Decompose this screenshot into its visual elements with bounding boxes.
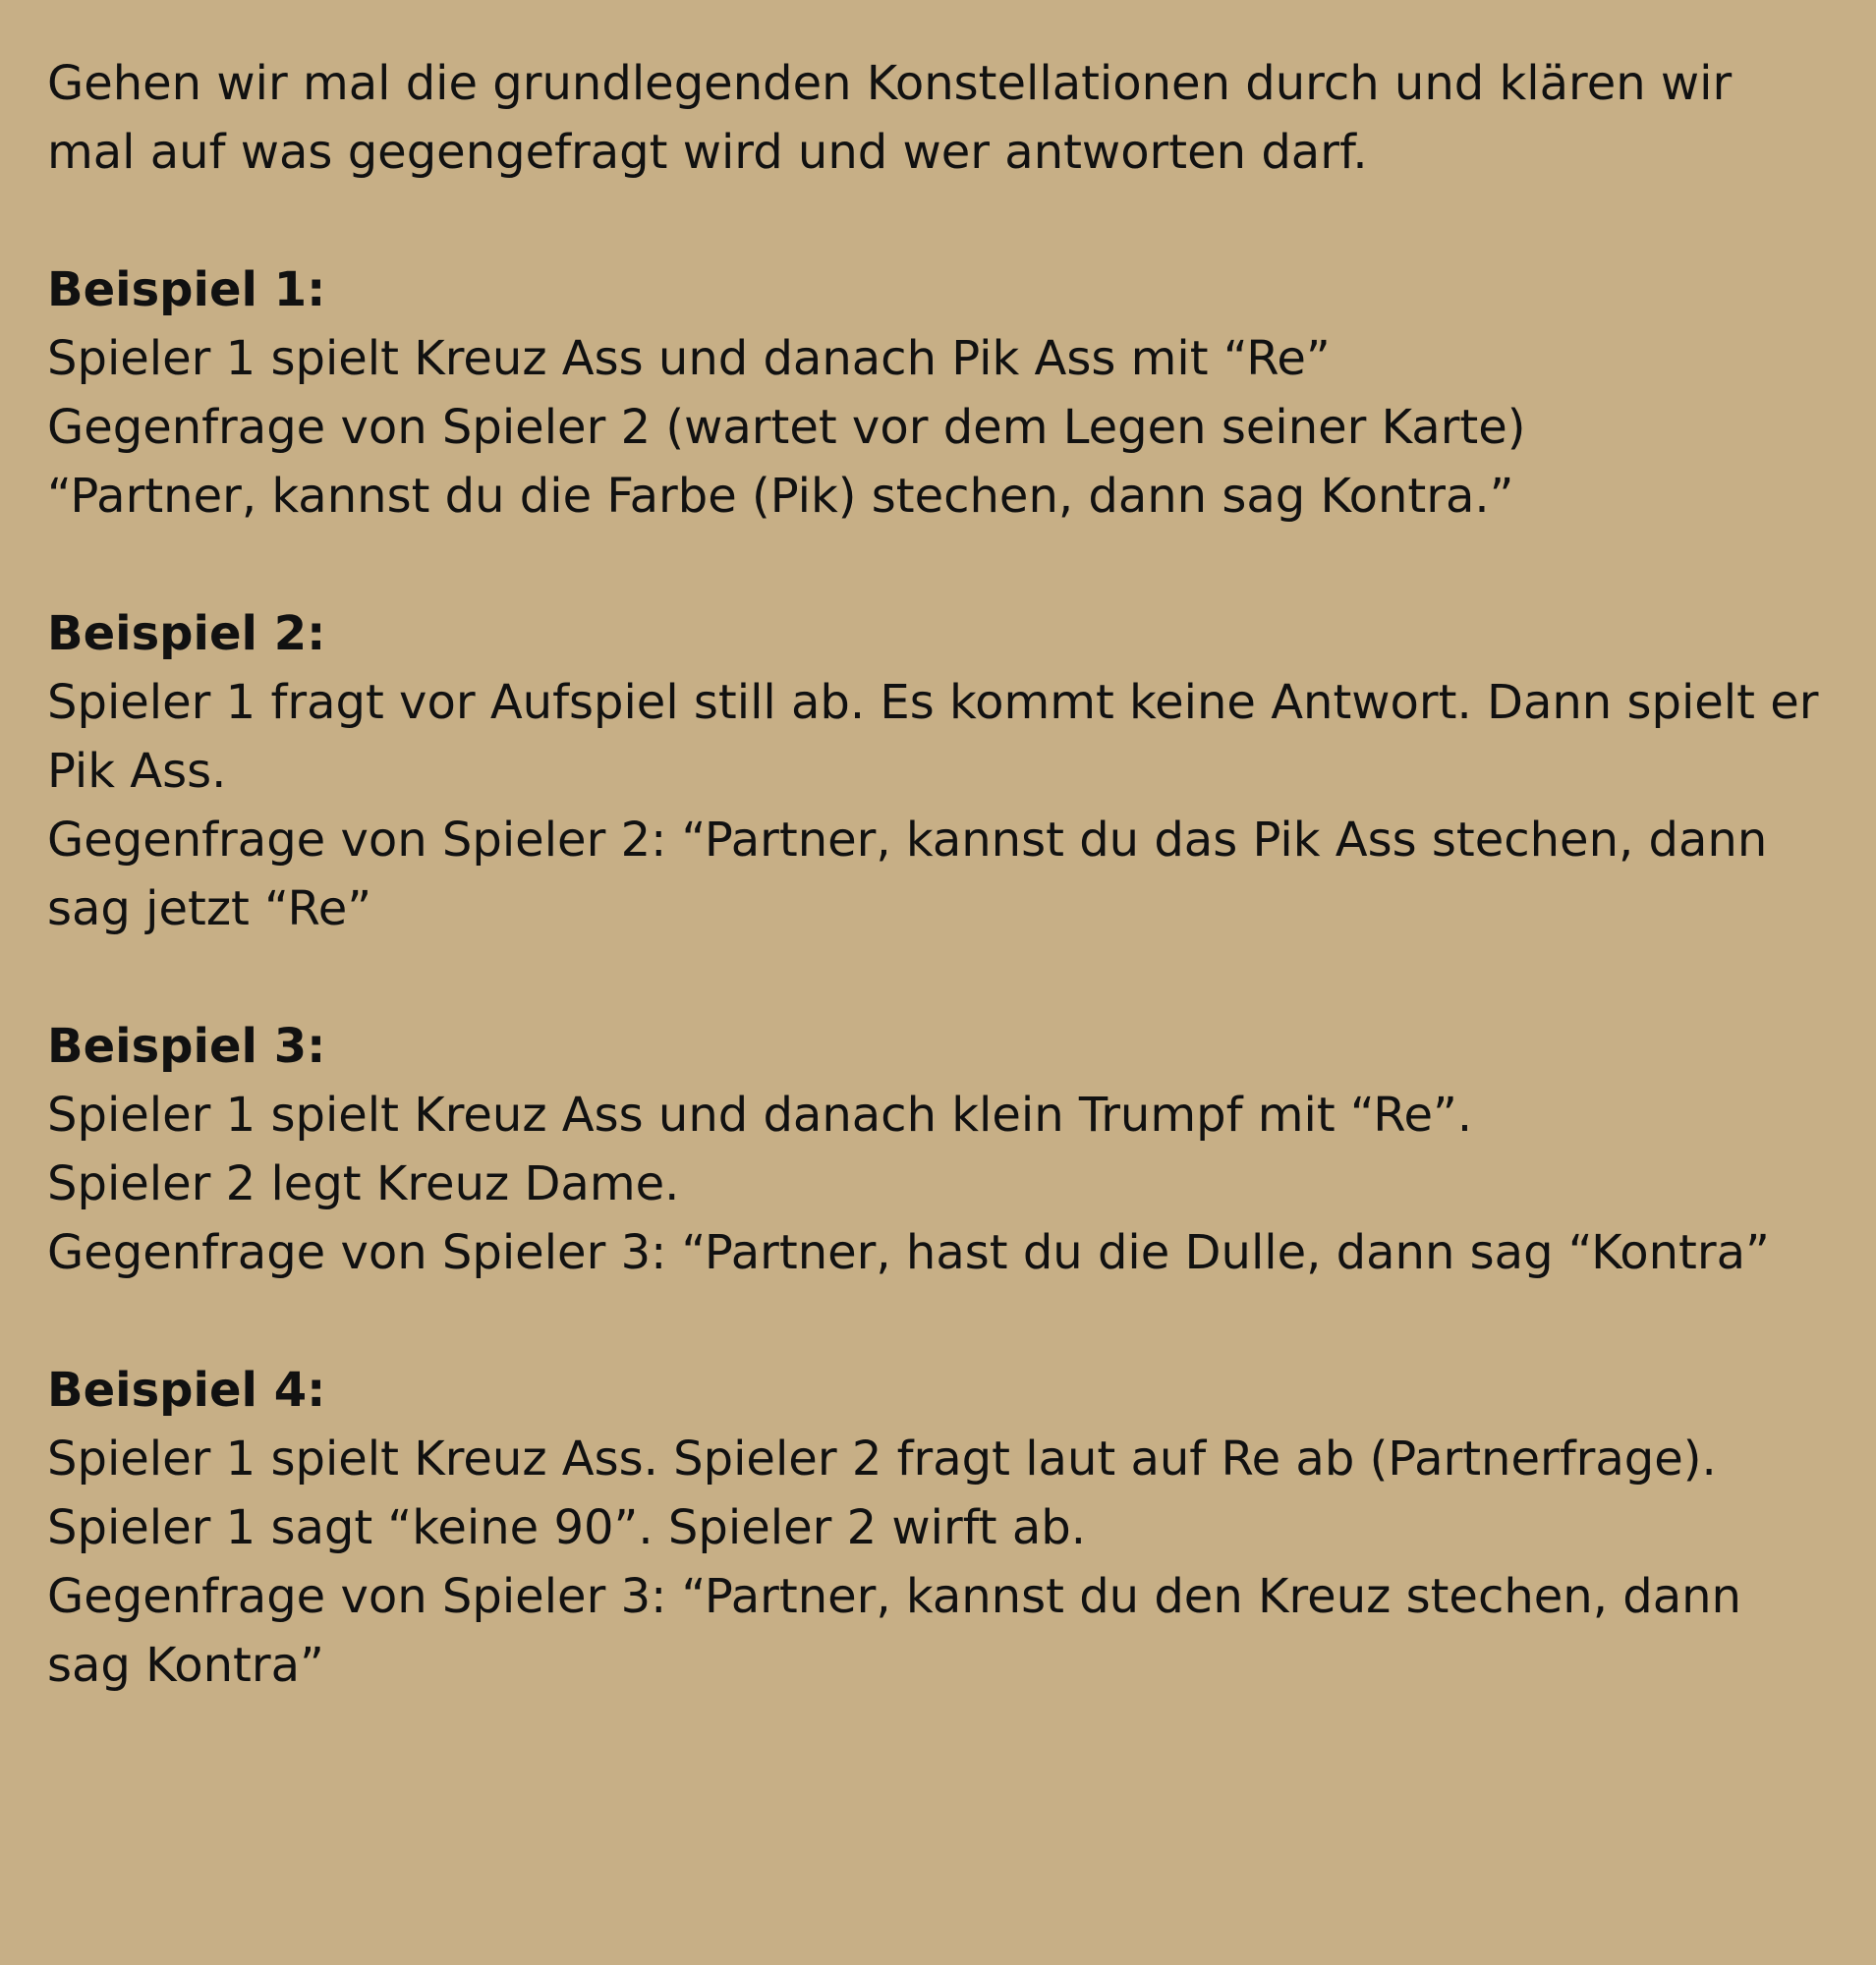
- example-line: Spieler 1 spielt Kreuz Ass und danach Pik Ass mit “Re”: [47, 331, 1331, 386]
- example-line: Spieler 1 spielt Kreuz Ass und danach klein Trumpf mit “Re”.: [47, 1088, 1473, 1143]
- example-line: Spieler 1 sagt “keine 90”. Spieler 2 wirft ab.: [47, 1500, 1086, 1555]
- example-line: Gegenfrage von Spieler 2 (wartet vor dem Legen seiner Karte): [47, 400, 1526, 455]
- example-heading: Beispiel 4:: [47, 1363, 326, 1418]
- example-heading: Beispiel 3:: [47, 1019, 326, 1074]
- example-line: Spieler 2 legt Kreuz Dame.: [47, 1156, 680, 1211]
- example-heading: Beispiel 1:: [47, 262, 326, 317]
- example-line: “Partner, kannst du die Farbe (Pik) stechen, dann sag Kontra.”: [47, 469, 1514, 524]
- example-1: [47, 255, 1837, 531]
- example-line: Gegenfrage von Spieler 3: “Partner, hast du die Dulle, dann sag “Kontra”: [47, 1225, 1770, 1280]
- intro-paragraph: Gehen wir mal die grundlegenden Konstellationen durch und klären wir mal auf was gegengefragt wird und wer antworten darf.: [47, 56, 1733, 180]
- example-line: Gegenfrage von Spieler 2: “Partner, kannst du das Pik Ass stechen, dann sag jetzt “Re”: [47, 813, 1768, 936]
- example-line: Spieler 1 fragt vor Aufspiel still ab. Es kommt keine Antwort. Dann spielt er Pik Ass.: [47, 675, 1819, 799]
- example-2: [47, 599, 1837, 943]
- example-3: [47, 1012, 1837, 1287]
- example-4: [47, 1356, 1837, 1700]
- example-line: Spieler 1 spielt Kreuz Ass. Spieler 2 fragt laut auf Re ab (Partnerfrage).: [47, 1432, 1717, 1487]
- example-line: Gegenfrage von Spieler 3: “Partner, kannst du den Kreuz stechen, dann sag Kontra”: [47, 1569, 1741, 1693]
- example-heading: Beispiel 2:: [47, 606, 326, 661]
